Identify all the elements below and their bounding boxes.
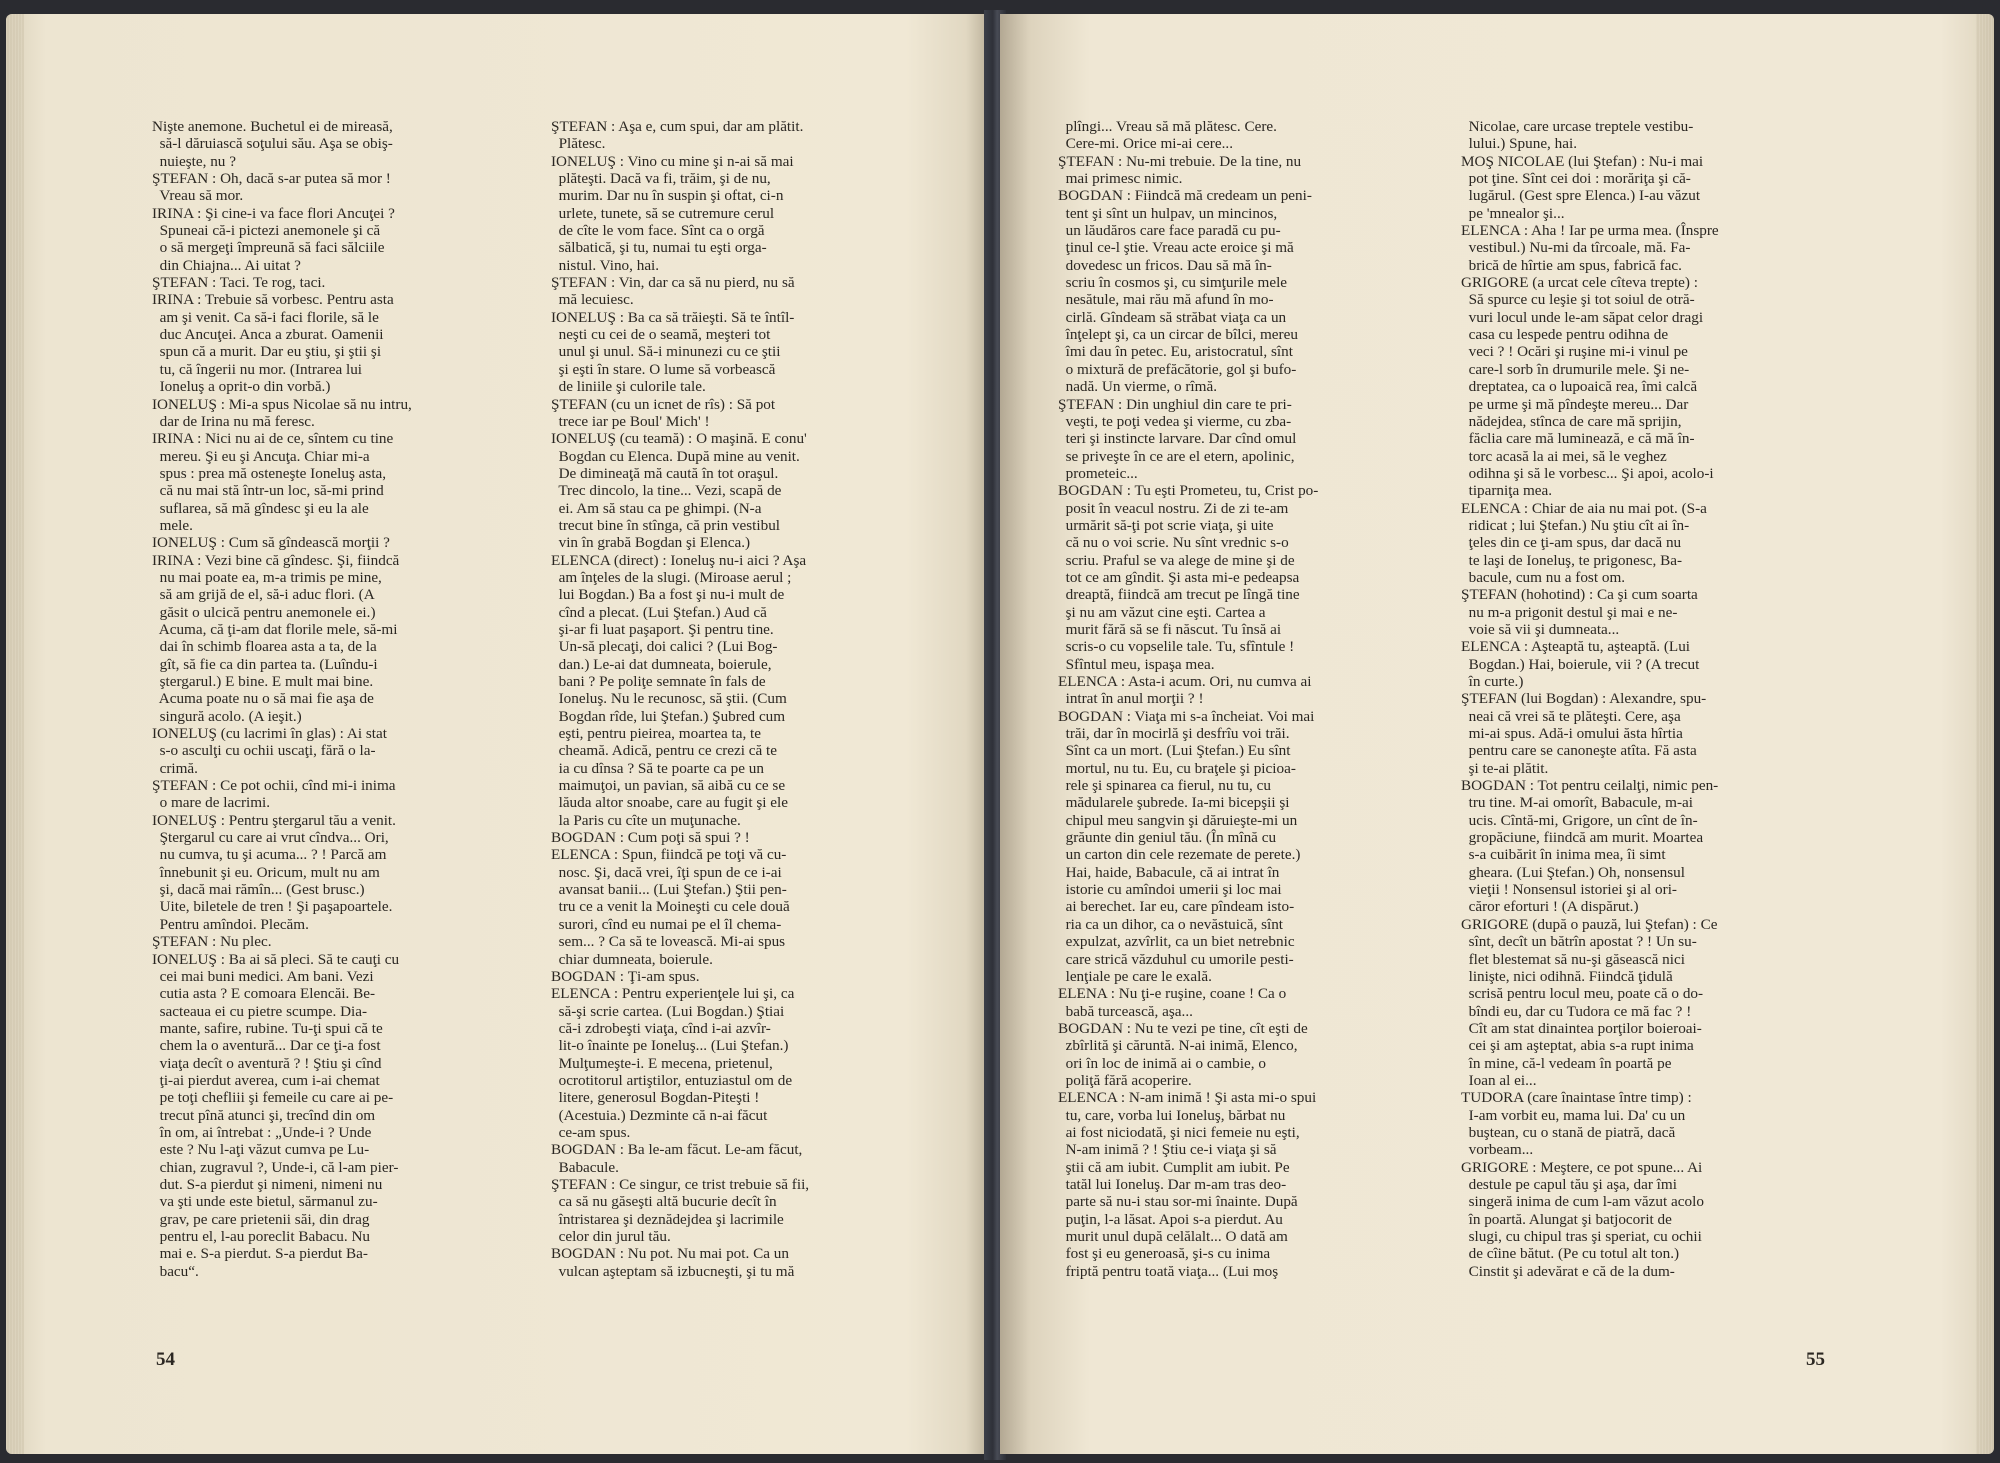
text-line: lenţiale pe care le exală. <box>1058 967 1212 985</box>
text-line: o să mergeţi împreună să faci sălciile <box>152 239 385 257</box>
text-line: babă turcească, aşa... <box>1058 1002 1193 1020</box>
text-line: dar de Irina nu mă feresc. <box>152 412 315 430</box>
text-line: IRINA : Vezi bine că gîndesc. Şi, fiindcă <box>152 551 400 569</box>
text-line: BOGDAN : Nu te vezi pe tine, cît eşti de <box>1058 1019 1308 1037</box>
text-line: ŞTEFAN : Taci. Te rog, taci. <box>152 274 326 292</box>
text-line: bacule, cum nu a fost om. <box>1461 568 1626 586</box>
text-line: Uite, biletele de tren ! Şi paşapoartele. <box>152 898 393 916</box>
text-line: spus : prea mă osteneşte Ioneluş asta, <box>152 464 387 482</box>
text-line: am şi venit. Ca să-i faci florile, să le <box>152 308 379 326</box>
text-line: tu, că îngerii nu mor. (Intrarea lui <box>152 360 363 378</box>
text-line: bacu“. <box>152 1262 199 1280</box>
text-line: BOGDAN : Ţi-am spus. <box>551 967 700 985</box>
text-line: TUDORA (care înaintase între timp) : <box>1461 1089 1692 1107</box>
text-line: să-l dăruiască soţului său. Aşa se obiş- <box>152 135 393 153</box>
text-line: care-l sorb în drumurile mele. Şi ne- <box>1461 360 1690 378</box>
page-number-left: 54 <box>156 1349 175 1370</box>
text-line: chem la o aventură... Dar ce ţi-a fost <box>152 1037 381 1055</box>
text-line: poliţă fără acoperire. <box>1058 1071 1192 1089</box>
text-line: şi nu am văzut cine eşti. Cartea a <box>1058 603 1266 621</box>
text-line: IONELUŞ : Vino cu mine şi n-ai să mai <box>551 152 794 170</box>
text-line: ELENCA : Spun, fiindcă pe toţi vă cu- <box>551 846 787 864</box>
right-page-column-1 <box>1058 118 1438 1280</box>
text-line: lului.) Spune, hai. <box>1461 135 1578 153</box>
text-line: o mare de lacrimi. <box>152 794 271 812</box>
text-line: zbîrlită şi căruntă. N-ai inimă, Elenco, <box>1058 1037 1298 1055</box>
text-line: chiar dumneata, boierule. <box>551 950 713 968</box>
text-line: Hai, haide, Babacule, că ai intrat în <box>1058 863 1280 881</box>
text-line: Ioneluş. Nu le recunosc, să ştii. (Cum <box>551 690 787 708</box>
text-line: Bogdan cu Elenca. După mine au venit. <box>551 447 800 465</box>
page-edge <box>6 14 24 1454</box>
text-line: te laşi de Ioneluş, te prigonesc, Ba- <box>1461 551 1682 569</box>
text-line: s-o asculţi cu ochii uscaţi, fără o la- <box>152 742 376 760</box>
text-line: sînt, decît un bătrîn apostat ? ! Un su- <box>1461 933 1697 951</box>
text-line: vin în grabă Bogdan şi Elenca.) <box>551 534 751 552</box>
text-line: IONELUŞ : Pentru ştergarul tău a venit. <box>152 811 396 829</box>
text-line: îmi dau în petec. Eu, aristocratul, sînt <box>1058 343 1293 361</box>
text-line: BOGDAN : Tu eşti Prometeu, tu, Crist po- <box>1058 482 1319 500</box>
text-line: de liniile şi culorile tale. <box>551 378 706 396</box>
text-line: flet blestemat să nu-şi găsească nici <box>1461 950 1685 968</box>
text-line: nu m-a prigonit destul şi mai e ne- <box>1461 603 1678 621</box>
text-line: pentru el, l-au poreclit Babacu. Nu <box>152 1228 371 1245</box>
text-line: cînd a plecat. (Lui Ştefan.) Aud că <box>551 603 767 621</box>
text-line: dan.) Le-ai dat dumneata, boierule, <box>551 655 772 673</box>
text-line: ce-am spus. <box>551 1123 631 1141</box>
text-line: BOGDAN : Fiindcă mă credeam un peni- <box>1058 187 1312 205</box>
left-page-column-2 <box>551 118 941 1280</box>
text-line: BOGDAN : Cum poţi să spui ? ! <box>551 829 750 847</box>
text-line: pe urme şi mă pîndeşte mereu... Dar <box>1461 395 1689 413</box>
text-line: avansat banii... (Lui Ştefan.) Ştii pen- <box>551 881 787 899</box>
text-line: IONELUŞ (cu lacrimi în glas) : Ai stat <box>152 725 387 743</box>
text-line: IONELUŞ : Ba ca să trăieşti. Să te întîl- <box>551 308 795 326</box>
text-line: nu mai poate ea, m-a trimis pe mine, <box>152 568 382 586</box>
text-line: slugi, cu chipul tras şi speriat, cu ochii <box>1461 1228 1702 1245</box>
text-line: Nişte anemone. Buchetul ei de mireasă, <box>152 118 393 135</box>
left-page-column-1 <box>152 118 532 1280</box>
page-number-right: 55 <box>1806 1349 1825 1370</box>
text-line: ŞTEFAN (cu un icnet de rîs) : Să pot <box>551 395 776 413</box>
text-line: ŞTEFAN : Oh, dacă s-ar putea să mor ! <box>152 170 391 188</box>
text-line: ELENCA : Chiar de aia nu mai pot. (S-a <box>1461 499 1707 517</box>
text-line: ŞTEFAN (hohotind) : Ca şi cum soarta <box>1461 586 1698 604</box>
text-line: ŞTEFAN : Vin, dar ca să nu pierd, nu să <box>551 274 795 292</box>
text-line: teri şi instincte larvare. Dar cînd omul <box>1058 430 1297 448</box>
text-line: sem... ? Ca să te lovească. Mi-ai spus <box>551 933 786 951</box>
text-line: lui Bogdan.) Ba a fost şi nu-i mult de <box>551 586 785 604</box>
text-line: veşti, te poţi vedea şi vierme, cu zba- <box>1058 412 1292 430</box>
text-line: Sfîntul meu, ispaşa mea. <box>1058 655 1215 673</box>
text-line: nosc. Şi, dacă vrei, îţi spun de ce i-ai <box>551 863 782 881</box>
text-line: fost şi eu generoasă, şi-s cu inima <box>1058 1245 1271 1263</box>
text-line: brică de hîrtie am spus, fabrică fac. <box>1461 256 1682 274</box>
text-line: cei şi am aşteptat, abia s-a rupt inima <box>1461 1037 1694 1055</box>
text-line: chipul meu sangvin şi dăruieşte-mi un <box>1058 811 1298 829</box>
text-line: ŞTEFAN : Nu plec. <box>152 933 272 951</box>
text-line: din Chiajna... Ai uitat ? <box>152 256 301 274</box>
text-line: IONELUŞ : Cum să gîndească morţii ? <box>152 534 390 552</box>
text-line: bani ? Pe poliţe semnate în fals de <box>551 673 766 690</box>
text-line: GRIGORE (a urcat cele cîteva trepte) : <box>1461 274 1698 292</box>
text-line: spun că a murit. Dar eu ştiu, şi ştii şi <box>152 343 382 361</box>
text-line: să am grijă de el, să-i aduc flori. (A <box>152 586 375 604</box>
text-line: vulcan aşteptam să izbucneşti, şi tu mă <box>551 1262 795 1280</box>
text-line: ELENA : Nu ţi-e ruşine, coane ! Ca o <box>1058 985 1287 1003</box>
text-line: Ioan al ei... <box>1461 1071 1537 1089</box>
text-line: mereu. Şi eu şi Ancuţa. Chiar mi-a <box>152 447 370 465</box>
text-line: mi-ai spus. Adă-i omului ăsta hîrtia <box>1461 725 1683 743</box>
text-line: este ? Nu l-aţi văzut cumva pe Lu- <box>152 1141 370 1159</box>
text-line: pe 'mnealor şi... <box>1461 204 1565 222</box>
text-line: tatăl lui Ioneluş. Dar m-am tras deo- <box>1058 1175 1287 1193</box>
text-line: I-am vorbit eu, mama lui. Da' cu un <box>1461 1106 1686 1124</box>
text-line: întristarea şi deznădejdea şi lacrimile <box>551 1210 784 1228</box>
text-line: scrisă pentru locul meu, poate că o do- <box>1461 985 1704 1003</box>
text-line: că-i zdrobeşti viaţa, cînd i-ai azvîr- <box>551 1019 771 1037</box>
text-line: Acuma, că ţi-am dat florile mele, să-mi <box>152 620 398 638</box>
text-line: mortul, nu tu. Eu, cu braţele şi picioa- <box>1058 759 1296 777</box>
text-line: scris-o cu vopselile tale. Tu, sfîntule ! <box>1058 638 1295 656</box>
text-line: bîndi eu, dar cu Tudora ce mă fac ? ! <box>1461 1002 1692 1020</box>
text-line: nădejdea, stînca de care mă sprijin, <box>1461 412 1682 430</box>
text-line: tot ce am gîndit. Şi asta mi-e pedeapsa <box>1058 568 1300 586</box>
text-line: N-am inimă ? ! Ştiu ce-i viaţa şi să <box>1058 1141 1277 1159</box>
text-line: va şti unde este bietul, sărmanul zu- <box>152 1193 378 1211</box>
text-line: ELENCA : Pentru experienţele lui şi, ca <box>551 985 795 1003</box>
text-line: s-a cuibărit în inima mea, îi simt <box>1461 846 1666 864</box>
text-line: plăteşti. Dacă va fi, trăim, şi de nu, <box>551 170 771 188</box>
text-line: MOŞ NICOLAE (lui Ştefan) : Nu-i mai <box>1461 152 1704 170</box>
text-line: GRIGORE : Meştere, ce pot spune... Ai <box>1461 1158 1703 1176</box>
text-line: şi te-ai plătit. <box>1461 759 1549 777</box>
text-line: la Paris cu cîte un muţunache. <box>551 811 741 829</box>
page-edge <box>1976 14 1994 1454</box>
text-line: linişte, nici odihnă. Fiindcă ţidulă <box>1461 967 1673 985</box>
text-line: Acuma poate nu o să mai fie aşa de <box>152 690 374 708</box>
text-line: torc acasă la ai mei, să le veghez <box>1461 447 1667 465</box>
text-line: singură acolo. (A ieşit.) <box>152 707 302 725</box>
text-line: trece iar pe Boul' Mich' ! <box>551 412 710 430</box>
text-line: dai în schimb floarea asta a ta, de la <box>152 638 377 656</box>
text-line: lugărul. (Gest spre Elenca.) I-au văzut <box>1461 187 1701 205</box>
text-line: Spuneai că-i pictezi anemonele şi că <box>152 222 381 240</box>
text-line: Cere-mi. Orice mi-ai cere... <box>1058 135 1233 153</box>
text-line: gît, să fie ca din partea ta. (Luîndu-i <box>152 655 378 673</box>
text-line: Bogdan rîde, lui Ştefan.) Şubred cum <box>551 707 786 725</box>
text-line: tiparniţa mea. <box>1461 482 1553 500</box>
text-line: tu, care, vorba lui Ioneluş, bărbat nu <box>1058 1106 1286 1124</box>
text-line: mante, safire, rubine. Tu-ţi spui că te <box>152 1019 383 1037</box>
text-line: Bogdan.) Hai, boierule, vii ? (A trecut <box>1461 655 1700 673</box>
text-line: că nu mai stă într-un loc, să-mi prind <box>152 482 384 500</box>
text-line: BOGDAN : Ba le-am făcut. Le-am făcut, <box>551 1141 803 1159</box>
text-line: tru tine. M-ai omorît, Babacule, m-ai <box>1461 794 1693 812</box>
text-line: murit unul după celălalt... O dată am <box>1058 1228 1288 1245</box>
text-line: IONELUŞ : Ba ai să pleci. Să te cauţi cu <box>152 950 400 968</box>
text-line: dut. S-a pierdut şi nimeni, nimeni nu <box>152 1175 383 1193</box>
text-line: casa cu lespede pentru odihna de <box>1461 326 1669 344</box>
text-line: scriu în cosmos şi, cu simţurile mele <box>1058 274 1288 292</box>
text-line: urlete, tunete, să se cutremure cerul <box>551 204 775 222</box>
text-line: Cinstit şi adevărat e că de la dum- <box>1461 1262 1675 1280</box>
text-line: grăunte din geniul tău. (În mînă cu <box>1058 829 1277 847</box>
text-line: rele şi spinarea ca fierul, nu tu, cu <box>1058 777 1271 795</box>
text-line: murit fără să se fi născut. Tu însă ai <box>1058 620 1282 638</box>
text-line: murim. Dar nu în suspin şi oftat, ci-n <box>551 187 784 205</box>
text-line: ria ca un dihor, ca o nevăstuică, sînt <box>1058 915 1284 933</box>
text-line: Vreau să mor. <box>152 187 244 205</box>
left-page <box>6 14 990 1454</box>
text-line: BOGDAN : Viaţa mi s-a încheiat. Voi mai <box>1058 707 1315 725</box>
text-line: gheara. (Lui Ştefan.) Oh, nonsensul <box>1461 863 1685 881</box>
text-line: IRINA : Trebuie să vorbesc. Pentru asta <box>152 291 394 309</box>
text-line: şi, dacă mai rămîn... (Gest brusc.) <box>152 881 365 899</box>
text-line: istorie cu amîndoi umerii şi loc mai <box>1058 881 1282 899</box>
text-line: pot ţine. Sînt cei doi : morăriţa şi că- <box>1461 170 1691 188</box>
text-line: scriu. Praful se va alege de mine şi de <box>1058 551 1295 569</box>
text-line: vestibul.) Nu-mi da tîrcoale, mă. Fa- <box>1461 239 1691 257</box>
text-line: şi-ar fi luat paşaport. Şi pentru tine. <box>551 620 774 638</box>
text-line: mădularele şubrede. Ia-mi bicepşii şi <box>1058 794 1290 812</box>
text-line: nadă. Un vierme, o rîmă. <box>1058 378 1217 396</box>
text-line: prometeic... <box>1058 464 1138 482</box>
text-line: o mixtură de prefăcătorie, gol şi bufo- <box>1058 360 1297 378</box>
text-line: ridicat ; lui Ştefan.) Nu ştiu cît ai în- <box>1461 516 1690 534</box>
text-line: crimă. <box>152 759 198 777</box>
text-line: lăuda altor snoabe, care au fugit şi ele <box>551 794 788 812</box>
text-line: lit-o înainte pe Ioneluş... (Lui Ştefan.) <box>551 1037 789 1055</box>
text-line: pentru care se canoneşte atîta. Fă asta <box>1461 742 1697 760</box>
text-line: buştean, cu o stană de piatră, dacă <box>1461 1123 1676 1141</box>
text-line: GRIGORE (după o pauză, lui Ştefan) : Ce <box>1461 915 1718 933</box>
text-line: ocrotitorul artiştilor, entuziastul om de <box>551 1071 793 1089</box>
text-line: parte să nu-i stau sor-mi înainte. După <box>1058 1193 1298 1211</box>
text-line: cheamă. Adică, pentru ce crezi că te <box>551 742 777 760</box>
text-line: viaţa decît o aventură ? ! Ştiu şi cînd <box>152 1054 382 1072</box>
text-line: IONELUŞ : Mi-a spus Nicolae să nu intru, <box>152 395 412 413</box>
text-line: Mulţumeşte-i. E mecena, prietenul, <box>551 1054 773 1072</box>
text-line: să-şi scrie cartea. (Lui Bogdan.) Ştiai <box>551 1002 785 1020</box>
text-line: BOGDAN : Tot pentru ceilalţi, nimic pen- <box>1461 777 1719 795</box>
text-line: ELENCA : Asta-i acum. Ori, nu cumva ai <box>1058 673 1312 690</box>
text-line: trăi, dar în mocirlă şi desfrîu voi trăi. <box>1058 725 1290 743</box>
text-line: ei. Am să stau ca pe ghimpi. (N-a <box>551 499 762 517</box>
text-line: înnebunit şi eu. Oricum, mult nu am <box>152 863 380 881</box>
text-line: Ioneluş a oprit-o din vorbă.) <box>152 378 331 396</box>
text-line: nu cumva, tu şi acuma... ? ! Parcă am <box>152 846 387 864</box>
text-line: nistul. Vino, hai. <box>551 256 660 274</box>
text-line: surori, cînd eu numai pe el îl chema- <box>551 915 782 933</box>
text-line: unul şi unul. Să-i minunezi cu ce ştii <box>551 343 781 361</box>
right-page <box>1000 14 1994 1454</box>
text-line: plîngi... Vreau să mă plătesc. Cere. <box>1058 118 1277 135</box>
text-line: mă lecuiesc. <box>551 291 634 309</box>
text-line: ŞTEFAN : Din unghiul din care te pri- <box>1058 395 1292 413</box>
text-line: de cîte le vom face. Sînt ca o orgă <box>551 222 765 240</box>
text-line: găsit o ulcică pentru anemonele ei.) <box>152 603 376 621</box>
text-line: ca să nu găseşti altă bucurie decît în <box>551 1193 777 1211</box>
text-line: odihna şi să le vorbesc... Şi apoi, acolo-i <box>1461 464 1714 482</box>
text-line: IONELUŞ (cu teamă) : O maşină. E conu' <box>551 430 807 448</box>
text-line: că nu o voi scrie. Nu sînt vrednic s-o <box>1058 534 1289 552</box>
text-line: şi eşti în stare. O lume să vorbească <box>551 360 776 378</box>
text-line: de cîine bătut. (Pe cu totul alt ton.) <box>1461 1245 1680 1263</box>
text-line: singeră inima de cum l-am văzut acolo <box>1461 1193 1704 1211</box>
text-line: ai berechet. Iar eu, care pîndeam isto- <box>1058 898 1295 916</box>
text-line: ai fost niciodată, şi nici femeie nu eşti, <box>1058 1123 1300 1141</box>
text-line: veci ? ! Ocări şi ruşine mi-i vinul pe <box>1461 343 1688 361</box>
text-line: dreptatea, ca o lupoaică rea, îmi calcă <box>1461 378 1698 396</box>
text-line: cirlă. Gîndeam să străbat viaţa ca un <box>1058 308 1287 326</box>
text-line: maimuţoi, un pavian, să aibă cu ce se <box>551 777 786 795</box>
text-line: gropăciune, fiindcă am murit. Moartea <box>1461 829 1704 847</box>
text-line: voie să vii şi dumneata... <box>1461 620 1620 638</box>
text-line: un lăudăros care face paradă cu pu- <box>1058 222 1281 240</box>
text-line: ori în loc de inimă ai o cambie, o <box>1058 1054 1266 1072</box>
text-line: care strică văzduhul cu umorile pesti- <box>1058 950 1294 968</box>
text-line: urmărit să-ţi pot scrie viaţa, şi uite <box>1058 516 1274 534</box>
text-line: sacteaua ei cu pietre scumpe. Dia- <box>152 1002 368 1020</box>
text-line: duc Ancuţei. Anca a zburat. Oamenii <box>152 326 384 344</box>
text-line: expulzat, azvîrlit, ca un biet netrebnic <box>1058 933 1295 951</box>
text-line: un carton din cele rezemate de perete.) <box>1058 846 1301 864</box>
text-line: ţeles din ce ţi-am spus, dar dacă nu <box>1461 534 1682 552</box>
text-line: Babacule. <box>551 1158 619 1176</box>
text-line: ţinul ce-l ştie. Vreau acte eroice şi mă <box>1058 239 1294 257</box>
text-line: posit în veacul nostru. Zi de zi te-am <box>1058 499 1289 517</box>
text-line: litere, generosul Bogdan-Piteşti ! <box>551 1089 760 1107</box>
text-line: dreaptă, fiindcă am trecut pe lîngă tine <box>1058 586 1300 604</box>
text-line: chian, zugravul ?, Unde-i, că l-am pier- <box>152 1158 399 1176</box>
text-line: trecut pînă atunci şi, trecînd din om <box>152 1106 376 1124</box>
text-line: vieţii ! Nonsensul istoriei şi al ori- <box>1461 881 1677 899</box>
text-line: ELENCA : Aha ! Iar pe urma mea. (Înspre <box>1461 222 1719 240</box>
text-line: destule pe capul tău şi aşa, dar îmi <box>1461 1175 1677 1193</box>
text-line: Plătesc. <box>551 135 606 153</box>
text-line: Sînt ca un mort. (Lui Ştefan.) Eu sînt <box>1058 742 1291 760</box>
text-line: făclia care mă luminează, e că mă în- <box>1461 430 1695 448</box>
text-line: în mine, că-l vedeam în poartă pe <box>1461 1054 1672 1072</box>
text-line: neai că vrei să te plăteşti. Cere, aşa <box>1461 707 1681 725</box>
text-line: Ştergarul cu care ai vrut cîndva... Ori, <box>152 829 389 847</box>
text-line: tru ce a venit la Moineşti cu cele două <box>551 898 790 916</box>
text-line: se priveşte în ce are el etern, apolinic, <box>1058 447 1295 465</box>
text-line: ŞTEFAN : Nu-mi trebuie. De la tine, nu <box>1058 152 1302 170</box>
text-line: Trec dincolo, la tine... Vezi, scapă de <box>551 482 782 500</box>
text-line: tent şi sînt un hulpav, un mincinos, <box>1058 204 1278 222</box>
text-line: în curte.) <box>1461 673 1524 690</box>
text-line: ELENCA (direct) : Ioneluş nu-i aici ? Aşa <box>551 551 807 569</box>
text-line: nesătule, mai rău mă afund în mo- <box>1058 291 1274 309</box>
text-line: ia cu dînsa ? Să te poarte ca pe un <box>551 759 764 777</box>
text-line: am înţeles de la slugi. (Miroase aerul ; <box>551 568 792 586</box>
text-line: ştii că am iubit. Cumplit am iubit. Pe <box>1058 1158 1290 1176</box>
text-line: sălbatică, şi tu, numai tu eşti orga- <box>551 239 767 257</box>
text-line: cutia asta ? E comoara Elencăi. Be- <box>152 985 376 1003</box>
text-line: Nicolae, care urcase treptele vestibu- <box>1461 118 1694 135</box>
text-line: trecut bine în stînga, că prin vestibul <box>551 516 781 534</box>
text-line: vuri locul unde le-am săpat celor dragi <box>1461 308 1704 326</box>
text-line: neşti cu cei de o seamă, meşteri tot <box>551 326 771 344</box>
text-line: ŞTEFAN : Ce pot ochii, cînd mi-i inima <box>152 777 396 795</box>
text-line: pe toţi chefliii şi femeile cu care ai pe- <box>152 1089 394 1107</box>
text-line: ŞTEFAN : Ce singur, ce trist trebuie să fii, <box>551 1175 810 1193</box>
text-line: cei mai buni medici. Am bani. Vezi <box>152 967 374 985</box>
text-line: în om, ai întrebat : „Unde-i ? Unde <box>152 1123 372 1141</box>
text-line: ELENCA : N-am inimă ! Şi asta mi-o spui <box>1058 1089 1317 1107</box>
text-line: IRINA : Nici nu ai de ce, sîntem cu tine <box>152 430 394 448</box>
text-line: Un-să plecaţi, doi calici ? (Lui Bog- <box>551 638 778 656</box>
text-line: ştergarul.) E bine. E mult mai bine. <box>152 673 374 690</box>
text-line: ŞTEFAN : Aşa e, cum spui, dar am plătit. <box>551 118 804 135</box>
text-line: suflarea, să mă gîndesc şi eu la ale <box>152 499 369 517</box>
text-line: ţi-ai pierdut averea, cum i-ai chemat <box>152 1071 380 1089</box>
text-line: în poartă. Alungat şi batjocorit de <box>1461 1210 1672 1228</box>
text-line: BOGDAN : Nu pot. Nu mai pot. Ca un <box>551 1245 789 1263</box>
text-line: Pentru amîndoi. Plecăm. <box>152 915 309 933</box>
text-line: celor din jurul tău. <box>551 1228 671 1245</box>
text-line: nuieşte, nu ? <box>152 152 236 170</box>
text-line: Să spurce cu leşie şi tot soiul de otră- <box>1461 291 1695 309</box>
text-line: ŞTEFAN (lui Bogdan) : Alexandre, spu- <box>1461 690 1707 708</box>
text-line: mele. <box>152 516 193 534</box>
right-page-column-2 <box>1461 118 1861 1280</box>
text-line: ELENCA : Aşteaptă tu, aşteaptă. (Lui <box>1461 638 1691 656</box>
text-line: mai primesc nimic. <box>1058 170 1183 188</box>
text-line: (Acestuia.) Dezminte că n-ai făcut <box>551 1106 768 1124</box>
text-line: ucis. Cîntă-mi, Grigore, un cînt de în- <box>1461 811 1698 829</box>
text-line: friptă pentru toată viaţa... (Lui moş <box>1058 1262 1279 1280</box>
text-line: eşti, pentru pieirea, moartea ta, te <box>551 725 761 743</box>
text-line: înţelept şi, ca un circar de bîlci, mereu <box>1058 326 1298 344</box>
text-line: intrat în anul morţii ? ! <box>1058 690 1204 708</box>
text-line: IRINA : Şi cine-i va face flori Ancuţei ? <box>152 204 395 222</box>
text-line: căror eforturi ! (A dispărut.) <box>1461 898 1639 916</box>
text-line: De dimineaţă mă caută în tot oraşul. <box>551 464 779 482</box>
text-line: Cît am stat dinaintea porţilor boieroai- <box>1461 1019 1702 1037</box>
text-line: vorbeam... <box>1461 1141 1534 1159</box>
text-line: dovedesc un fricos. Dau să mă în- <box>1058 256 1272 274</box>
text-line: mai e. S-a pierdut. S-a pierdut Ba- <box>152 1245 368 1263</box>
text-line: puţin, l-a lăsat. Apoi s-a pierdut. Au <box>1058 1210 1283 1228</box>
text-line: grav, pe care prietenii săi, din drag <box>152 1210 370 1228</box>
